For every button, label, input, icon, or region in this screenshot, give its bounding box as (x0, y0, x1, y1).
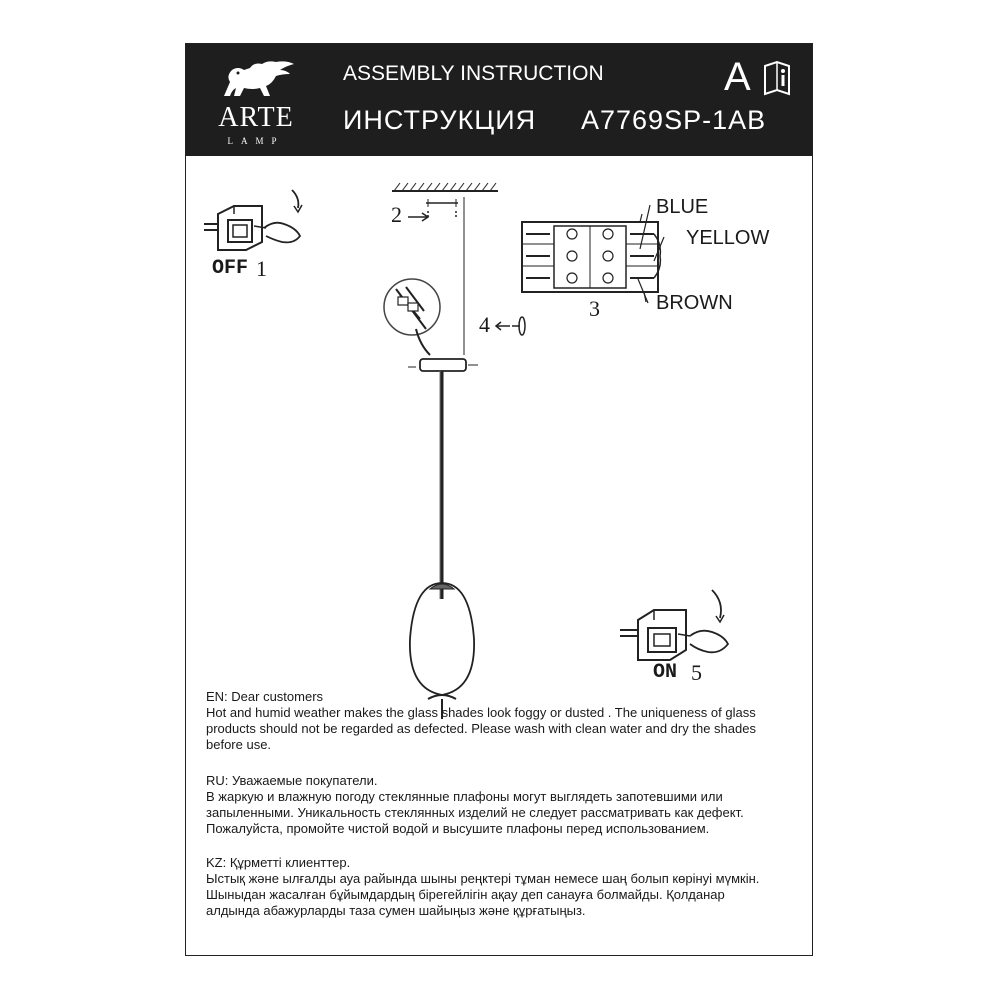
wire-label-blue: BLUE (656, 196, 709, 218)
step-on-label: ON (653, 661, 678, 684)
step-3-number: 3 (589, 296, 600, 321)
step-5-number: 5 (691, 660, 702, 685)
info-book-icon (762, 60, 792, 96)
model-number: A7769SP-1AB (581, 105, 767, 135)
note-kazakh-line: Шыныдан жасалған бұйымдардың бірегейлігін ақау деп санауға болмайды. Қолданар (206, 887, 725, 902)
step-off-label: OFF (212, 257, 249, 280)
note-kazakh (206, 855, 806, 919)
note-english (206, 689, 806, 753)
wire-label-yellow: YELLOW (686, 227, 770, 249)
step-2-arrow-icon (408, 212, 430, 222)
title-english: ASSEMBLY INSTRUCTION (343, 62, 604, 85)
logo-wordmark: ARTE (218, 102, 294, 133)
note-english-line: before use. (206, 737, 272, 752)
note-kazakh-title: KZ: Құрметті клиенттер. (206, 855, 351, 870)
note-russian-line: В жаркую и влажную погоду стеклянные плафоны могут выглядеть запотевшими или (206, 789, 723, 804)
step-1-number: 1 (256, 256, 267, 281)
step-4-number: 4 (479, 312, 490, 337)
note-russian (206, 773, 806, 837)
title-russian: ИНСТРУКЦИЯ (343, 105, 537, 135)
screw-icon (494, 314, 528, 338)
logo-subtitle: LAMP (227, 136, 285, 146)
note-russian-line: Пожалуйста, промойте чистой водой и высушите плафоны перед использованием. (206, 821, 710, 836)
switch-off-illustration (204, 184, 314, 264)
instruction-sheet (185, 43, 813, 956)
wire-label-brown: BROWN (656, 292, 733, 314)
note-russian-title: RU: Уважаемые покупатели. (206, 773, 378, 788)
note-english-line: Hot and humid weather makes the glass shades look foggy or dusted . The uniqueness of glass (206, 705, 756, 720)
griffin-logo-icon (216, 58, 296, 100)
note-kazakh-line: алдында абажурларды таза сумен шайыңыз және құрғатыңыз. (206, 903, 586, 918)
note-russian-line: запыленными. Уникальность стеклянных изделий не следует рассматривать как дефект. (206, 805, 744, 820)
note-english-line: products should not be regarded as defected. Please wash with clean water and dry the shades (206, 721, 756, 736)
note-kazakh-line: Ыстық және ылғалды ауа райында шыны реңктері тұман немесе шаң болып көрінуі мүмкін. (206, 871, 760, 886)
header-banner (186, 44, 812, 156)
language-letter: A (724, 55, 751, 99)
step-2-number: 2 (391, 202, 402, 227)
note-english-title: EN: Dear customers (206, 689, 324, 704)
